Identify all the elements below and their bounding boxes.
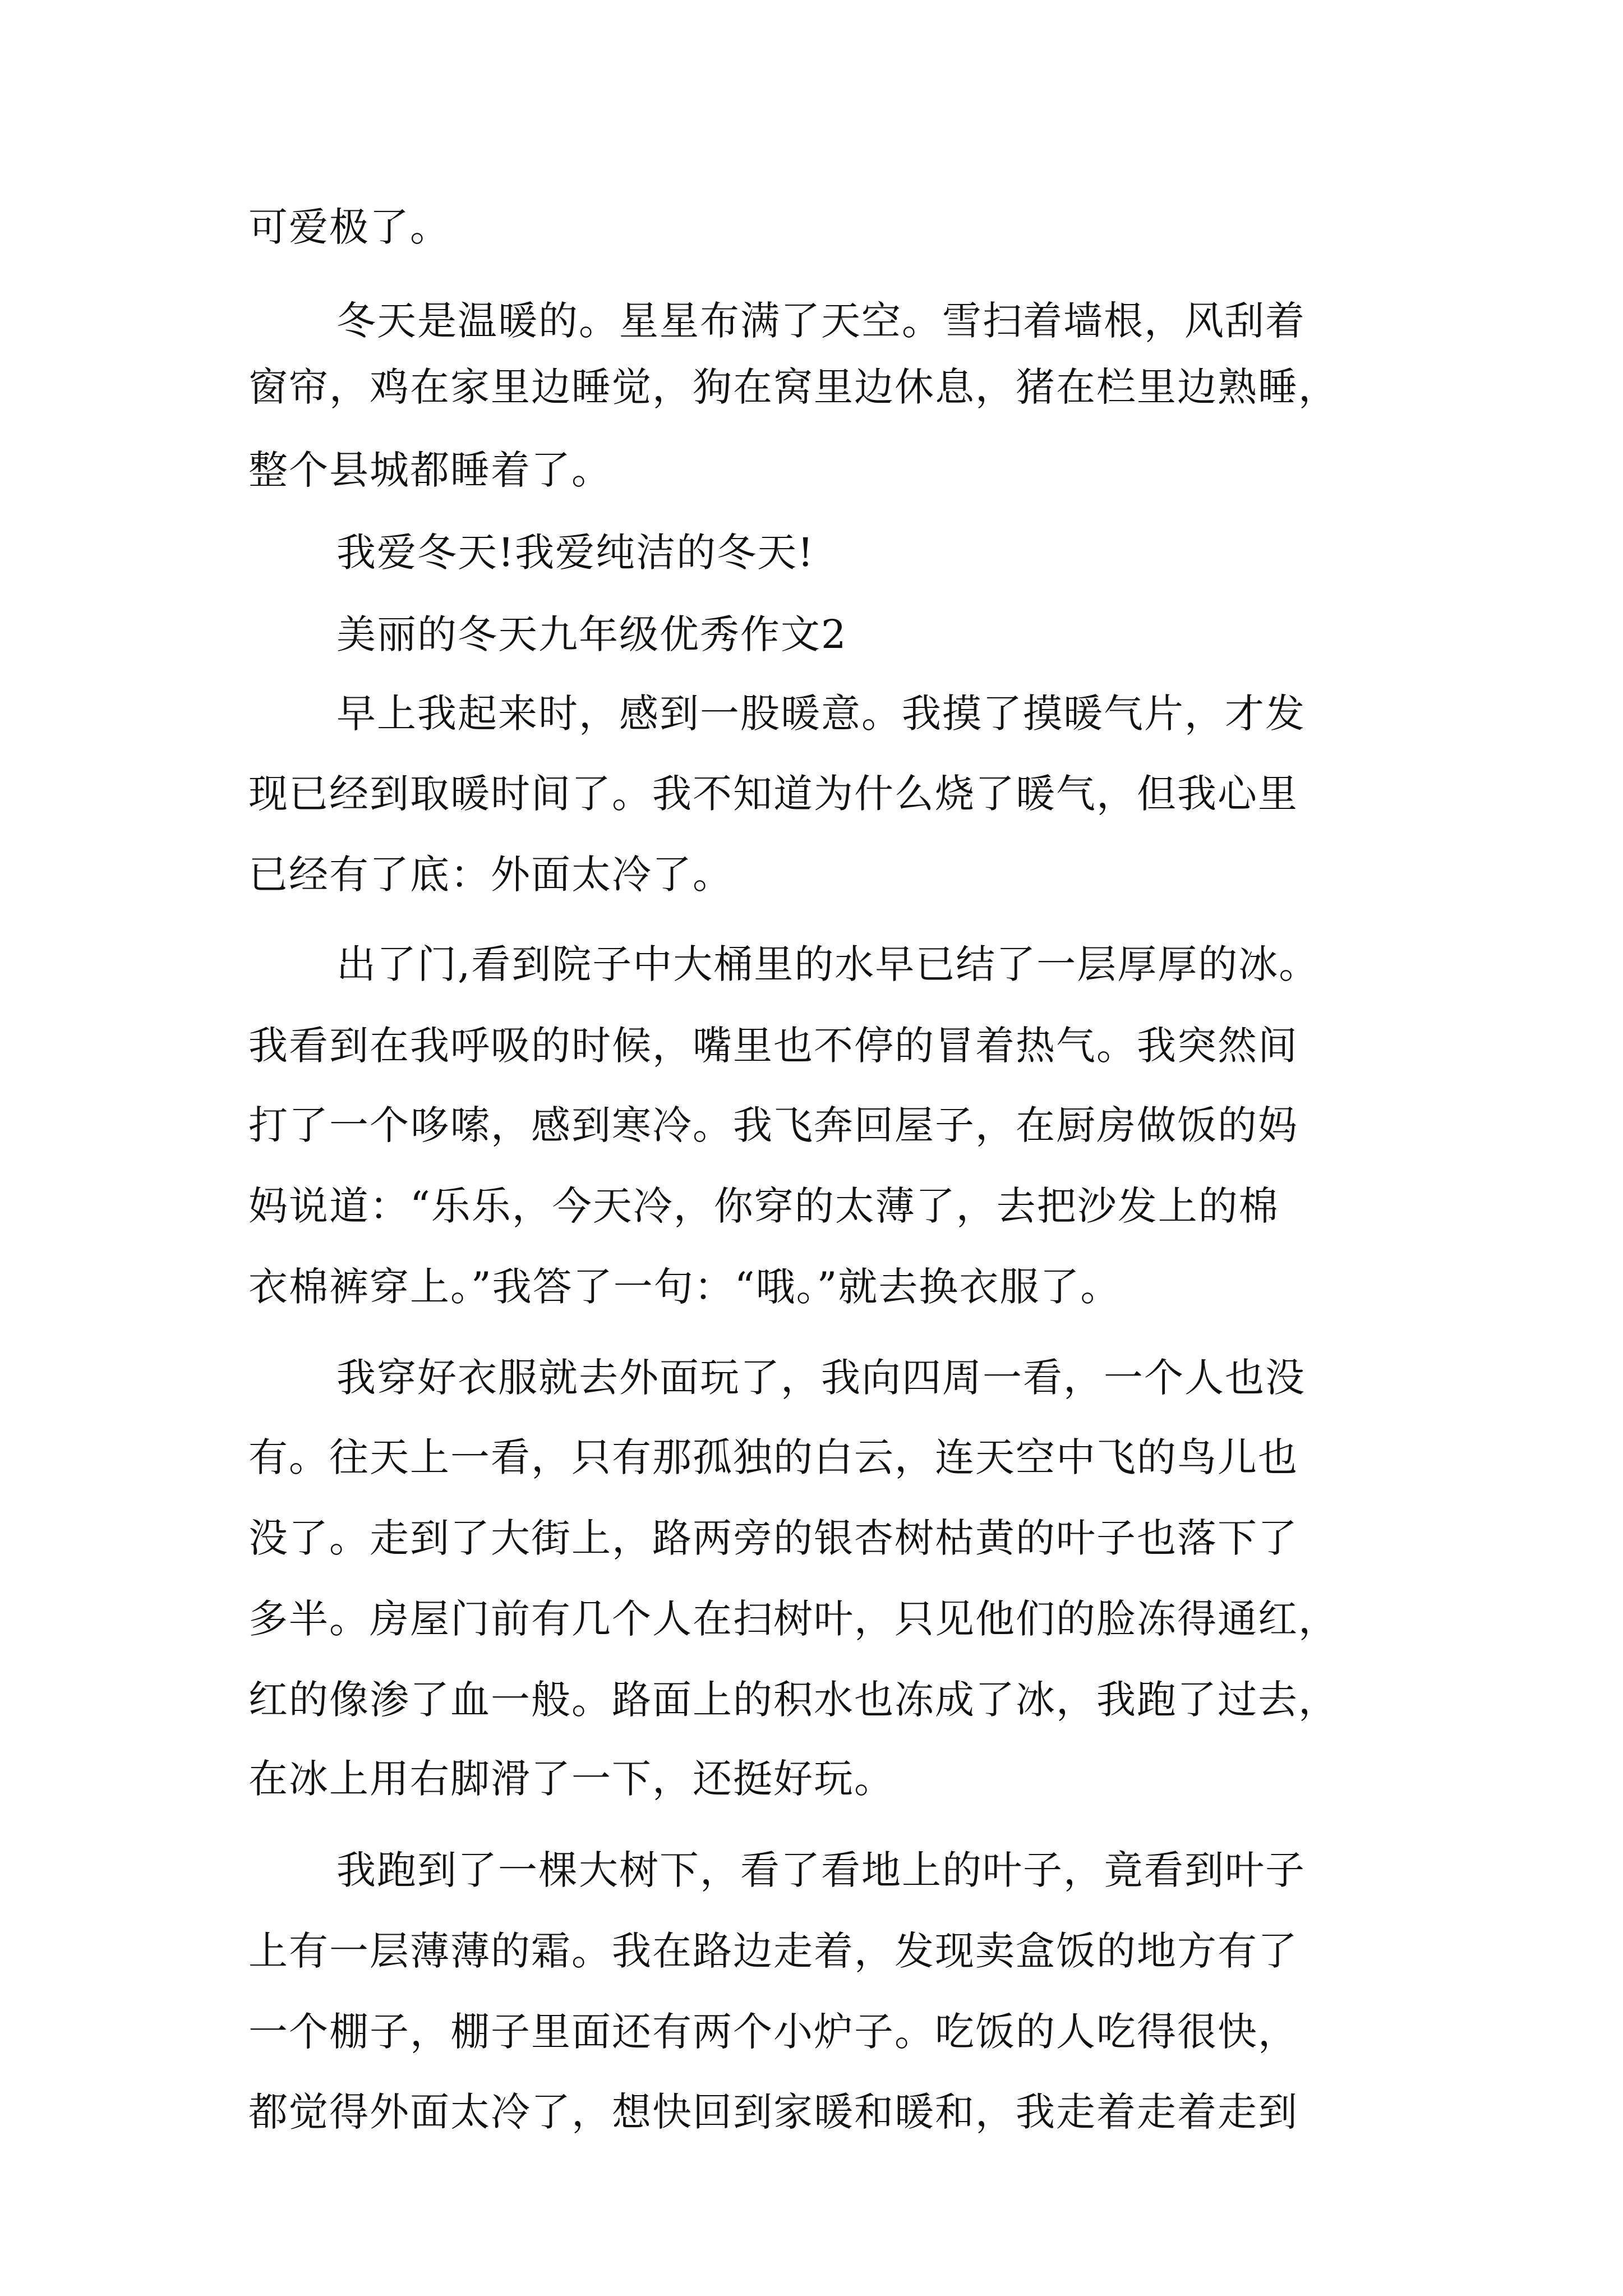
text-line: 整个县城都睡着了。	[248, 447, 612, 493]
text-line: 衣棉裤穿上。”我答了一句：“哦。”就去换衣服了。	[248, 1264, 1121, 1310]
paragraph-start: 我爱冬天!我爱纯洁的冬天!	[336, 530, 815, 576]
paragraph-start: 早上我起来时，感到一股暖意。我摸了摸暖气片，才发	[336, 691, 1306, 737]
text-line: 上有一层薄薄的霜。我在路边走着，发现卖盒饭的地方有了	[248, 1928, 1298, 1974]
text-line: 红的像渗了血一般。路面上的积水也冻成了冰，我跑了过去，	[248, 1677, 1339, 1723]
text-line: 可爱极了。	[248, 204, 450, 250]
text-line: 我看到在我呼吸的时候，嘴里也不停的冒着热气。我突然间	[248, 1023, 1298, 1069]
text-line: 打了一个哆嗦，感到寒冷。我飞奔回屋子，在厨房做饭的妈	[248, 1102, 1298, 1148]
text-line: 妈说道：“乐乐，今天冷，你穿的太薄了，去把沙发上的棉	[248, 1183, 1279, 1229]
paragraph-start: 出了门,看到院子中大桶里的水早已结了一层厚厚的冰。	[336, 941, 1320, 987]
text-line: 已经有了底：外面太冷了。	[248, 852, 733, 898]
text-line: 都觉得外面太冷了，想快回到家暖和暖和，我走着走着走到	[248, 2089, 1298, 2135]
text-line: 多半。房屋门前有几个人在扫树叶，只见他们的脸冻得通红，	[248, 1596, 1339, 1642]
section-heading: 美丽的冬天九年级优秀作文2	[336, 611, 847, 657]
text-line: 一个棚子，棚子里面还有两个小炉子。吃饭的人吃得很快，	[248, 2009, 1298, 2055]
text-line: 窗帘，鸡在家里边睡觉，狗在窝里边休息，猪在栏里边熟睡，	[248, 364, 1339, 410]
paragraph-start: 我穿好衣服就去外面玩了，我向四周一看，一个人也没	[336, 1355, 1306, 1401]
text-line: 没了。走到了大街上，路两旁的银杏树枯黄的叶子也落下了	[248, 1515, 1298, 1561]
text-line: 现已经到取暖时间了。我不知道为什么烧了暖气，但我心里	[248, 771, 1298, 817]
text-line: 在冰上用右脚滑了一下，还挺好玩。	[248, 1756, 895, 1802]
text-line: 有。往天上一看，只有那孤独的白云，连天空中飞的鸟儿也	[248, 1434, 1298, 1480]
paragraph-start: 冬天是温暖的。星星布满了天空。雪扫着墙根，风刮着	[336, 298, 1306, 344]
paragraph-start: 我跑到了一棵大树下，看了看地上的叶子，竟看到叶子	[336, 1847, 1306, 1893]
